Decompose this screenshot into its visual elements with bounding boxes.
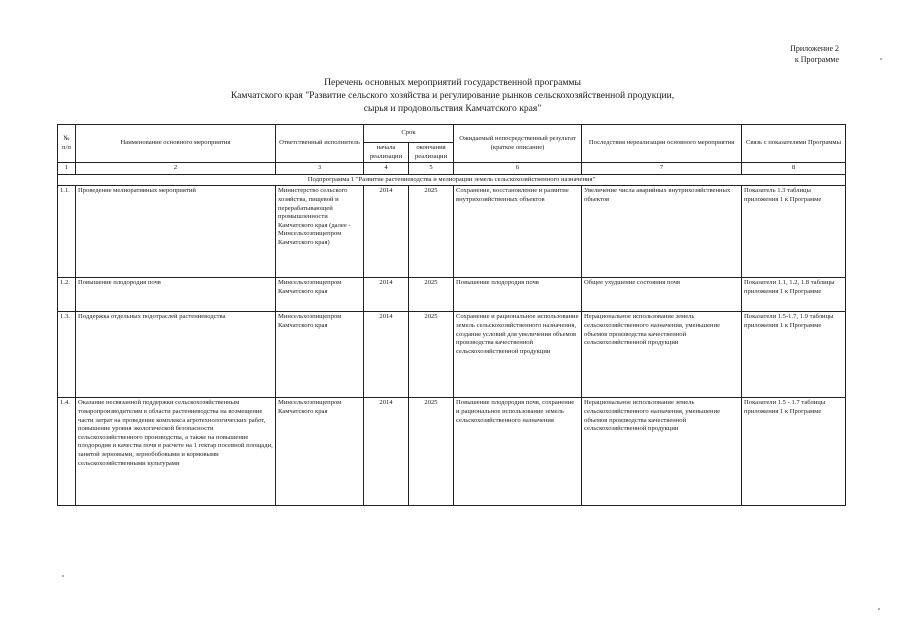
activities-table xyxy=(57,124,846,506)
header-start: начала реализации xyxy=(364,143,409,163)
row-num: 1.3. xyxy=(58,312,76,398)
row-responsible: Минсельхозпищепром Камчатского края xyxy=(276,312,364,398)
table-row xyxy=(58,398,846,506)
col-number: 5 xyxy=(409,163,454,175)
col-number: 1 xyxy=(58,163,76,175)
table-row xyxy=(58,186,846,278)
row-consequences: Нерациональное использование земель сельскохозяйственного назначения, уменьшение объемов производства качественной сельскохозяйственной продукции xyxy=(582,312,742,398)
row-link: Показатели 1.5-1.7, 1.9 таблицы приложения 1 к Программе xyxy=(742,312,846,398)
row-result: Повышение плодородия почв xyxy=(454,278,582,312)
row-start: 2014 xyxy=(364,398,409,506)
row-end: 2025 xyxy=(409,312,454,398)
subprogram-title: Подпрограмма 1 "Развитие растениеводства и мелиорации земель сельскохозяйственного назначения" xyxy=(58,174,846,186)
title-line-3: сырья и продовольствия Камчатского края" xyxy=(363,103,542,114)
row-link: Показатели 1.1, 1.2, 1.8 таблицы приложения 1 к Программе xyxy=(742,278,846,312)
row-name: Поддержка отдельных подотраслей растениеводства xyxy=(76,312,276,398)
row-link: Показатели 1.5 - 1.7 таблицы приложения 1 к Программе xyxy=(742,398,846,506)
header-responsible: Ответственный исполнитель xyxy=(276,125,364,163)
header-end: окончания реализации xyxy=(409,143,454,163)
header-result: Ожидаемый непосредственный результат (краткое описание) xyxy=(454,125,582,163)
row-name: Повышение плодородия почв xyxy=(76,278,276,312)
header-term: Срок xyxy=(364,125,454,143)
table-row xyxy=(58,278,846,312)
col-number: 6 xyxy=(454,163,582,175)
title-line-2: Камчатского края "Развитие сельского хозяйства и регулирование рынков сельскохозяйственной продукции, xyxy=(230,90,675,101)
column-number-row xyxy=(58,163,846,175)
document-title xyxy=(0,76,905,115)
row-start: 2014 xyxy=(364,312,409,398)
row-consequences: Увеличение числа аварийных внутрихозяйственных объектов xyxy=(582,186,742,278)
row-end: 2025 xyxy=(409,398,454,506)
row-result: Сохранение и рациональное использование земель сельскохозяйственного назначения, создание условий для увеличения объемов производства качественной сельскохозяйственной продукции xyxy=(454,312,582,398)
row-result: Сохранение, восстановление и развитие внутрихозяйственных объектов xyxy=(454,186,582,278)
row-end: 2025 xyxy=(409,186,454,278)
row-num: 1.4. xyxy=(58,398,76,506)
appendix-line-2: к Программе xyxy=(794,55,839,64)
row-num: 1.1. xyxy=(58,186,76,278)
row-link: Показатель 1.3 таблицы приложения 1 к Программе xyxy=(742,186,846,278)
col-number: 8 xyxy=(742,163,846,175)
table-row xyxy=(58,312,846,398)
row-start: 2014 xyxy=(364,278,409,312)
header-consequences: Последствия нереализации основного мероприятия xyxy=(582,125,742,163)
row-name: Оказание несвязанной поддержки сельскохозяйственным товаропроизводителям в области растениеводства на возмещение части затрат на проведение комплекса агротехнологических работ, повышение уровня экологической безопасности сельскохозяйственного производства, а также на повышение плодородия и качества почв в расчете на 1 гектар посевной площади, занятой зерновыми, зернобобовыми и кормовыми сельскохозяйственными культурами xyxy=(76,398,276,506)
col-number: 2 xyxy=(76,163,276,175)
row-name: Проведение мелиоративных мероприятий xyxy=(76,186,276,278)
header-num: № п/п xyxy=(58,125,76,163)
scan-speck xyxy=(880,58,882,60)
row-responsible: Минсельхозпищепром Камчатского края xyxy=(276,398,364,506)
row-result: Повышение плодородия почв, сохранение и рациональное использование земель сельскохозяйственного назначения xyxy=(454,398,582,506)
row-num: 1.2. xyxy=(58,278,76,312)
appendix-line-1: Приложение 2 xyxy=(790,44,839,53)
row-responsible: Министерство сельского хозяйства, пищевой и перерабатывающей промышленности Камчатского края (далее - Минсельхозпищепром Камчатского края) xyxy=(276,186,364,278)
row-end: 2025 xyxy=(409,278,454,312)
scan-speck xyxy=(878,608,880,610)
subprogram-row xyxy=(58,174,846,186)
appendix-note xyxy=(790,43,839,65)
row-start: 2014 xyxy=(364,186,409,278)
header-link: Связь с показателями Программы xyxy=(742,125,846,163)
header-name: Наименование основного мероприятия xyxy=(76,125,276,163)
row-consequences: Общее ухудшение состояния почв xyxy=(582,278,742,312)
scan-speck xyxy=(62,575,64,577)
row-consequences: Нерациональное использование земель сельскохозяйственного назначения, уменьшение объемов производства качественной сельскохозяйственной продукции xyxy=(582,398,742,506)
col-number: 7 xyxy=(582,163,742,175)
row-responsible: Минсельхозпищепром Камчатского края xyxy=(276,278,364,312)
col-number: 3 xyxy=(276,163,364,175)
col-number: 4 xyxy=(364,163,409,175)
title-line-1: Перечень основных мероприятий государственной программы xyxy=(324,77,581,88)
